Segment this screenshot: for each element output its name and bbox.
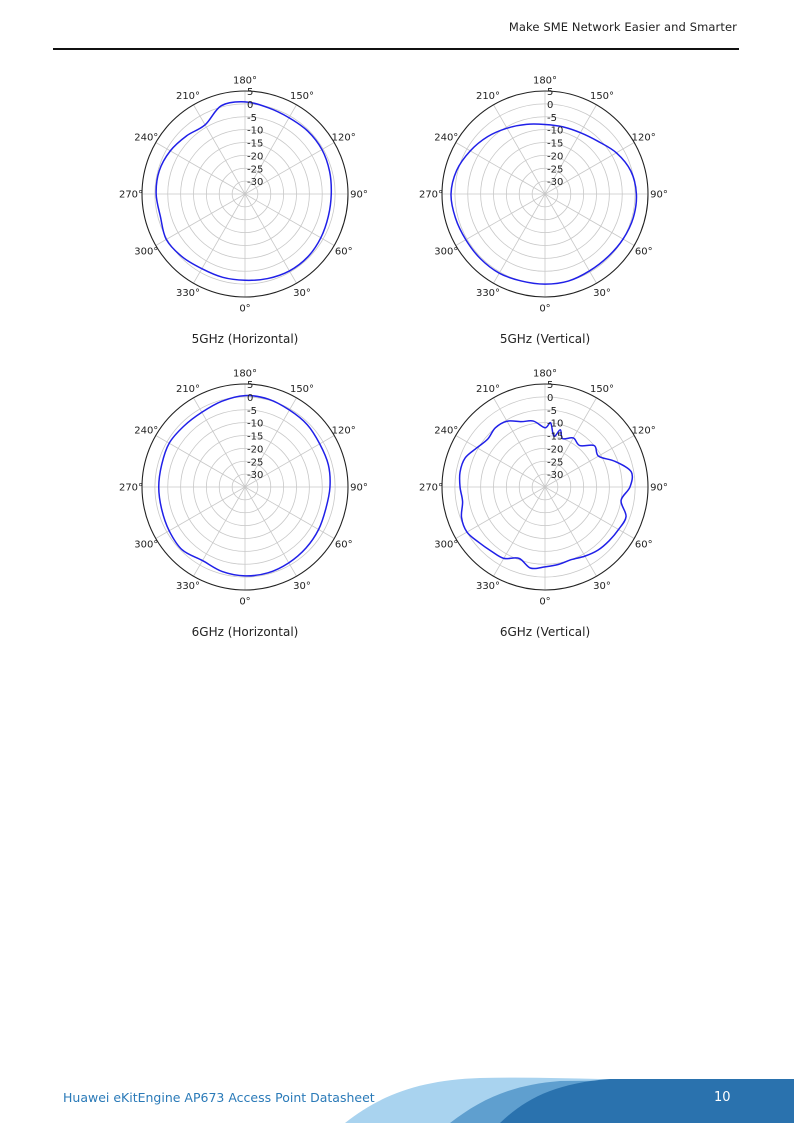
polar-plot-svg	[95, 355, 395, 625]
polar-radial-tick-label: -10	[247, 418, 264, 430]
polar-grid-spoke	[494, 105, 546, 194]
polar-angle-label: 60°	[634, 246, 653, 258]
polar-angle-label: 60°	[334, 246, 353, 258]
polar-angle-label: 240°	[134, 425, 159, 437]
polar-grid-spoke	[545, 194, 634, 246]
polar-angle-label: 300°	[434, 246, 459, 258]
polar-angle-label: 210°	[475, 90, 501, 102]
polar-angle-label: 300°	[134, 539, 159, 551]
polar-angle-label: 240°	[134, 132, 159, 144]
polar-radial-tick-label: -10	[547, 418, 564, 430]
polar-angle-label: 90°	[650, 482, 668, 494]
polar-plot-6ghz-vertical	[395, 355, 695, 647]
polar-radial-tick-label: -15	[547, 138, 564, 150]
polar-radial-tick-label: -20	[547, 444, 564, 456]
polar-angle-label: 240°	[434, 425, 459, 437]
polar-plot-5ghz-horizontal	[95, 62, 395, 354]
polar-grid-spoke	[456, 194, 545, 246]
polar-grid-spoke	[194, 194, 246, 283]
polar-radial-tick-label: 5	[547, 87, 554, 98]
polar-angle-label: 270°	[418, 189, 444, 201]
polar-series-line	[460, 418, 633, 569]
polar-grid-spoke	[494, 487, 546, 576]
polar-grid-spoke	[545, 487, 634, 539]
polar-angle-label: 300°	[134, 246, 159, 258]
polar-angle-label: 90°	[350, 482, 368, 494]
polar-radial-tick-label: -30	[547, 470, 564, 482]
polar-grid-spoke	[494, 194, 546, 283]
polar-radial-tick-label: -5	[547, 112, 557, 124]
polar-plot-6ghz-horizontal	[95, 355, 395, 647]
polar-grid-spoke	[456, 487, 545, 539]
polar-angle-label: 30°	[293, 581, 311, 593]
polar-angle-label: 150°	[289, 90, 315, 102]
polar-angle-label: 120°	[331, 425, 356, 437]
plot-caption: 6GHz (Vertical)	[499, 625, 591, 639]
polar-angle-label: 150°	[589, 90, 615, 102]
polar-grid-spoke	[194, 398, 246, 487]
polar-radial-tick-label: -20	[247, 444, 264, 456]
polar-plot-svg	[395, 355, 695, 625]
polar-grid-spoke	[245, 194, 297, 283]
polar-radial-tick-label: -30	[547, 177, 564, 189]
polar-radial-tick-label: 5	[247, 87, 254, 98]
polar-radial-tick-label: -5	[247, 112, 257, 124]
polar-radial-tick-label: 0	[547, 392, 554, 404]
polar-radial-tick-label: -30	[247, 177, 264, 189]
header-tagline: Make SME Network Easier and Smarter	[508, 20, 737, 34]
polar-angle-label: 240°	[434, 132, 459, 144]
polar-radial-tick-label: -10	[547, 125, 564, 137]
polar-angle-label: 180°	[532, 75, 558, 87]
polar-angle-label: 300°	[434, 539, 459, 551]
polar-radial-tick-label: -15	[247, 138, 264, 150]
polar-angle-label: 0°	[239, 303, 251, 315]
polar-radial-tick-label: -20	[247, 151, 264, 163]
polar-radial-tick-label: 0	[247, 99, 254, 111]
polar-radial-tick-label: -25	[547, 457, 564, 469]
polar-angle-label: 30°	[293, 288, 311, 300]
polar-angle-label: 150°	[289, 383, 315, 395]
polar-grid-spoke	[545, 487, 597, 576]
polar-angle-label: 210°	[475, 383, 501, 395]
polar-grid-spoke	[194, 105, 246, 194]
polar-grid-spoke	[194, 487, 246, 576]
polar-radial-tick-label: -15	[547, 431, 564, 443]
polar-angle-label: 330°	[175, 581, 201, 593]
polar-radial-tick-label: -30	[247, 470, 264, 482]
polar-grid-spoke	[156, 194, 245, 246]
polar-plot-5ghz-vertical	[395, 62, 695, 354]
polar-angle-label: 90°	[650, 189, 668, 201]
polar-angle-label: 210°	[175, 383, 201, 395]
polar-angle-label: 120°	[631, 425, 656, 437]
polar-radial-tick-label: -25	[547, 164, 564, 176]
polar-angle-label: 180°	[532, 368, 558, 380]
polar-angle-label: 30°	[593, 288, 611, 300]
polar-radial-tick-label: -20	[547, 151, 564, 163]
polar-radial-tick-label: 5	[247, 380, 254, 391]
footer-page-number: 10	[714, 1090, 731, 1105]
polar-angle-label: 330°	[475, 581, 501, 593]
polar-angle-label: 0°	[539, 303, 551, 315]
polar-angle-label: 120°	[631, 132, 656, 144]
polar-angle-label: 180°	[232, 75, 258, 87]
polar-angle-label: 0°	[239, 596, 251, 608]
polar-grid-spoke	[494, 398, 546, 487]
header-rule	[53, 48, 739, 50]
polar-angle-label: 0°	[539, 596, 551, 608]
polar-radial-tick-label: -10	[247, 125, 264, 137]
plot-caption: 5GHz (Horizontal)	[191, 332, 299, 346]
polar-angle-label: 330°	[175, 288, 201, 300]
polar-grid-spoke	[545, 194, 597, 283]
polar-angle-label: 120°	[331, 132, 356, 144]
polar-plot-svg	[395, 62, 695, 332]
polar-radial-tick-label: 5	[547, 380, 554, 391]
polar-grid-spoke	[456, 143, 545, 195]
polar-radial-tick-label: -25	[247, 457, 264, 469]
polar-grid-spoke	[156, 143, 245, 195]
polar-radial-tick-label: -15	[247, 431, 264, 443]
polar-radial-tick-label: 0	[247, 392, 254, 404]
polar-plot-svg	[95, 62, 395, 332]
polar-angle-label: 270°	[418, 482, 444, 494]
polar-angle-label: 180°	[232, 368, 258, 380]
polar-angle-label: 60°	[334, 539, 353, 551]
polar-grid-spoke	[456, 436, 545, 488]
polar-angle-label: 330°	[475, 288, 501, 300]
polar-angle-label: 90°	[350, 189, 368, 201]
plot-caption: 6GHz (Horizontal)	[191, 625, 299, 639]
polar-radial-tick-label: -5	[547, 405, 557, 417]
polar-angle-label: 60°	[634, 539, 653, 551]
polar-radial-tick-label: 0	[547, 99, 554, 111]
polar-angle-label: 210°	[175, 90, 201, 102]
polar-radial-tick-label: -5	[247, 405, 257, 417]
polar-radial-tick-label: -25	[247, 164, 264, 176]
polar-angle-label: 270°	[118, 482, 144, 494]
polar-angle-label: 30°	[593, 581, 611, 593]
polar-grid-spoke	[245, 487, 334, 539]
polar-angle-label: 270°	[118, 189, 144, 201]
plot-caption: 5GHz (Vertical)	[499, 332, 591, 346]
footer-document-title: Huawei eKitEngine AP673 Access Point Datasheet	[63, 1090, 375, 1105]
polar-angle-label: 150°	[589, 383, 615, 395]
